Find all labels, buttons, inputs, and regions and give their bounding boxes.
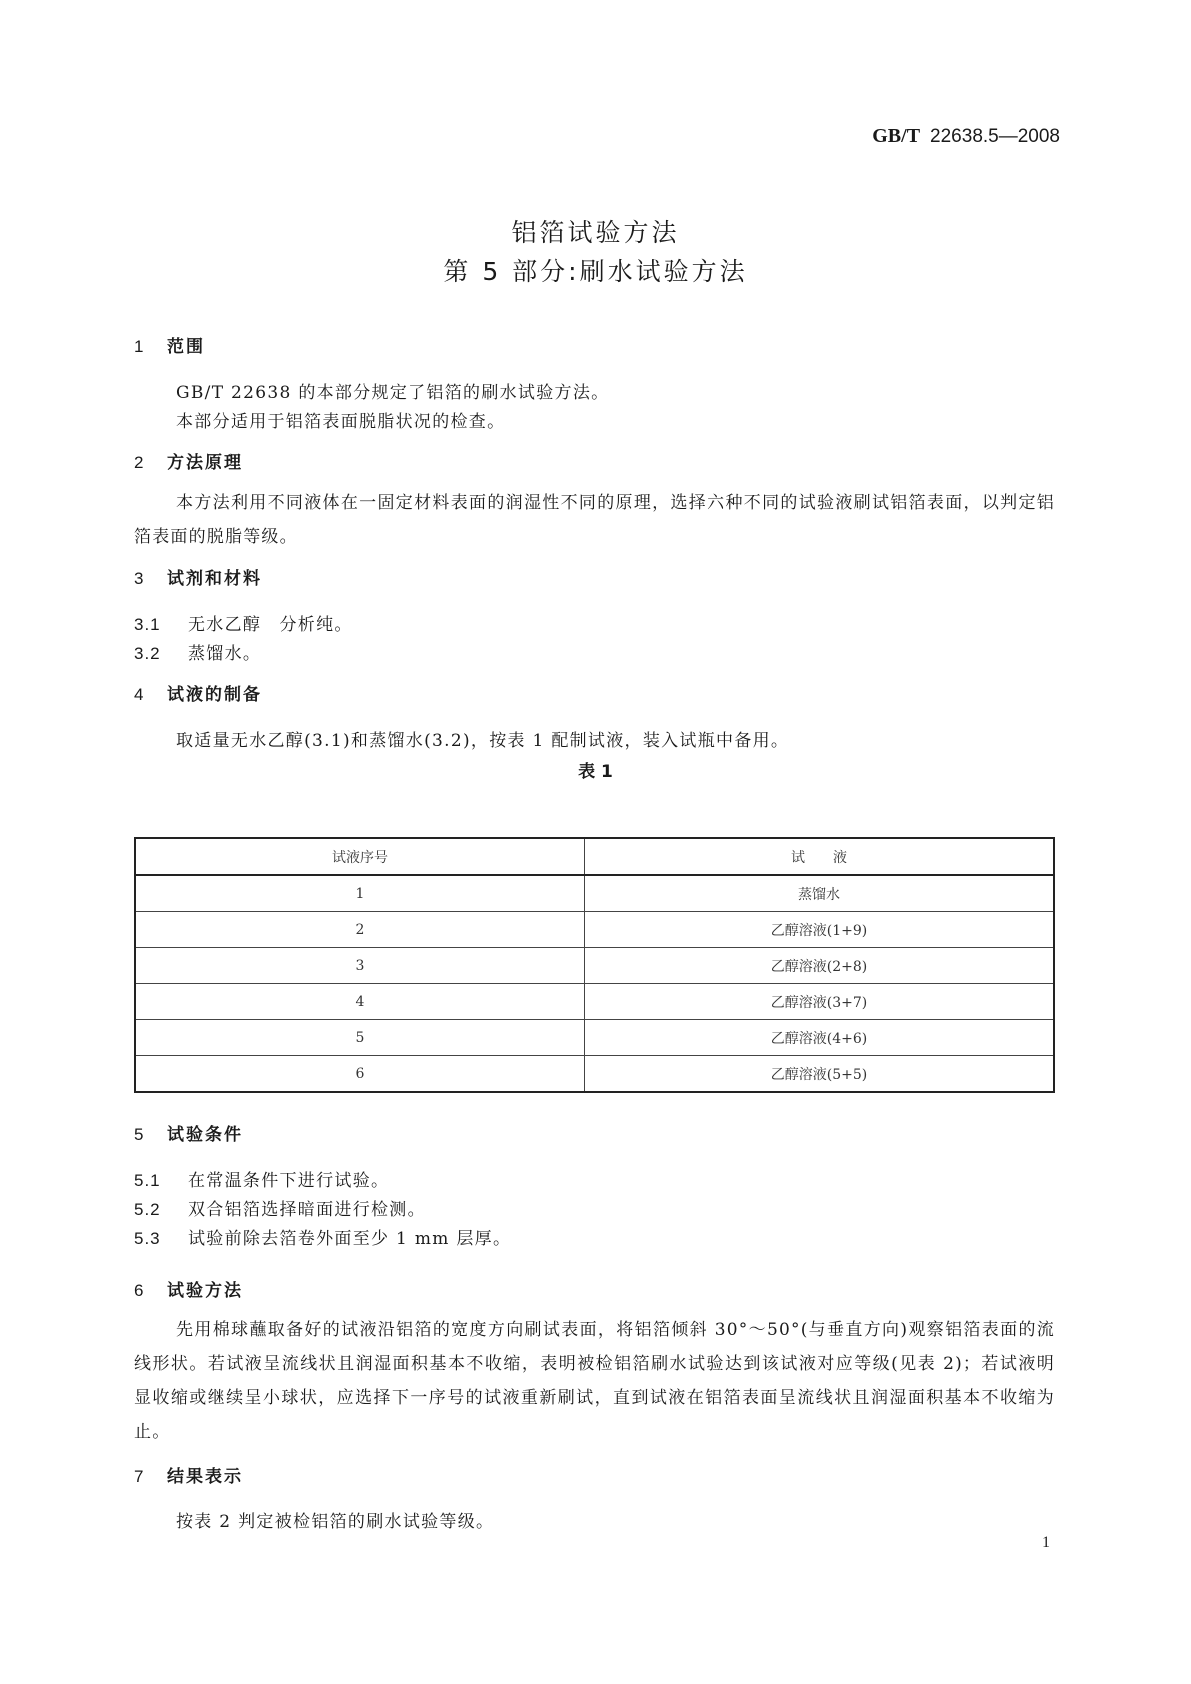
section-heading-4: 4 试液的制备 bbox=[134, 685, 262, 705]
section-heading-1: 1 范围 bbox=[134, 337, 205, 357]
document-title: 铝箔试验方法 bbox=[511, 218, 680, 247]
paragraph: 先用棉球蘸取备好的试液沿铝箔的宽度方向刷试表面，将铝箔倾斜 30°～50°(与垂直方向)观察铝箔表面的流线形状。若试液呈流线状且润湿面积基本不收缩，表明被检铝箔刷水试验达到该试液对应等级(见表 2)；若试液明显收缩或继续呈小球状，应选择下一序号的试液重新刷试，直到试液在铝箔表面呈流线状且润湿面积基本不收缩为止。 bbox=[134, 1320, 1055, 1442]
column-header: 试 液 bbox=[585, 838, 1055, 875]
paragraph: 取适量无水乙醇(3.1)和蒸馏水(3.2)，按表 1 配制试液，装入试瓶中备用。 bbox=[176, 731, 790, 751]
standard-code: 22638.5—2008 bbox=[930, 126, 1060, 147]
table-row: 6 乙醇溶液(5+5) bbox=[135, 1056, 1054, 1093]
section-heading-3: 3 试剂和材料 bbox=[134, 569, 262, 589]
table-row: 2 乙醇溶液(1+9) bbox=[135, 912, 1054, 948]
clause-5-2: 5.2 双合铝箔选择暗面进行检测。 bbox=[134, 1200, 426, 1220]
paragraph: 本部分适用于铝箔表面脱脂状况的检查。 bbox=[176, 412, 506, 432]
section-heading-7: 7 结果表示 bbox=[134, 1467, 243, 1487]
document-subtitle: 第 5 部分:刷水试验方法 bbox=[443, 257, 748, 286]
table-row: 4 乙醇溶液(3+7) bbox=[135, 984, 1054, 1020]
table-caption: 表 1 bbox=[578, 762, 613, 782]
standard-prefix: GB/T bbox=[872, 125, 921, 147]
clause-3-1: 3.1 无水乙醇 分析纯。 bbox=[134, 615, 353, 635]
paragraph: GB/T 22638 的本部分规定了铝箔的刷水试验方法。 bbox=[176, 383, 610, 403]
clause-5-3: 5.3 试验前除去箔卷外面至少 1 mm 层厚。 bbox=[134, 1229, 512, 1249]
clause-5-1: 5.1 在常温条件下进行试验。 bbox=[134, 1171, 390, 1191]
clause-3-2: 3.2 蒸馏水。 bbox=[134, 644, 262, 664]
paragraph: 本方法利用不同液体在一固定材料表面的润湿性不同的原理，选择六种不同的试验液刷试铝箔表面，以判定铝箔表面的脱脂等级。 bbox=[134, 493, 1055, 547]
section-heading-2: 2 方法原理 bbox=[134, 453, 243, 473]
table-row: 1 蒸馏水 bbox=[135, 875, 1054, 912]
table-1 bbox=[134, 837, 1055, 1093]
table-row: 5 乙醇溶液(4+6) bbox=[135, 1020, 1054, 1056]
paragraph: 按表 2 判定被检铝箔的刷水试验等级。 bbox=[176, 1512, 495, 1532]
table-row: 3 乙醇溶液(2+8) bbox=[135, 948, 1054, 984]
section-heading-5: 5 试验条件 bbox=[134, 1125, 243, 1145]
standard-number bbox=[872, 125, 1060, 148]
page-number: 1 bbox=[1042, 1534, 1050, 1551]
column-header: 试液序号 bbox=[135, 838, 585, 875]
section-heading-6: 6 试验方法 bbox=[134, 1281, 243, 1301]
